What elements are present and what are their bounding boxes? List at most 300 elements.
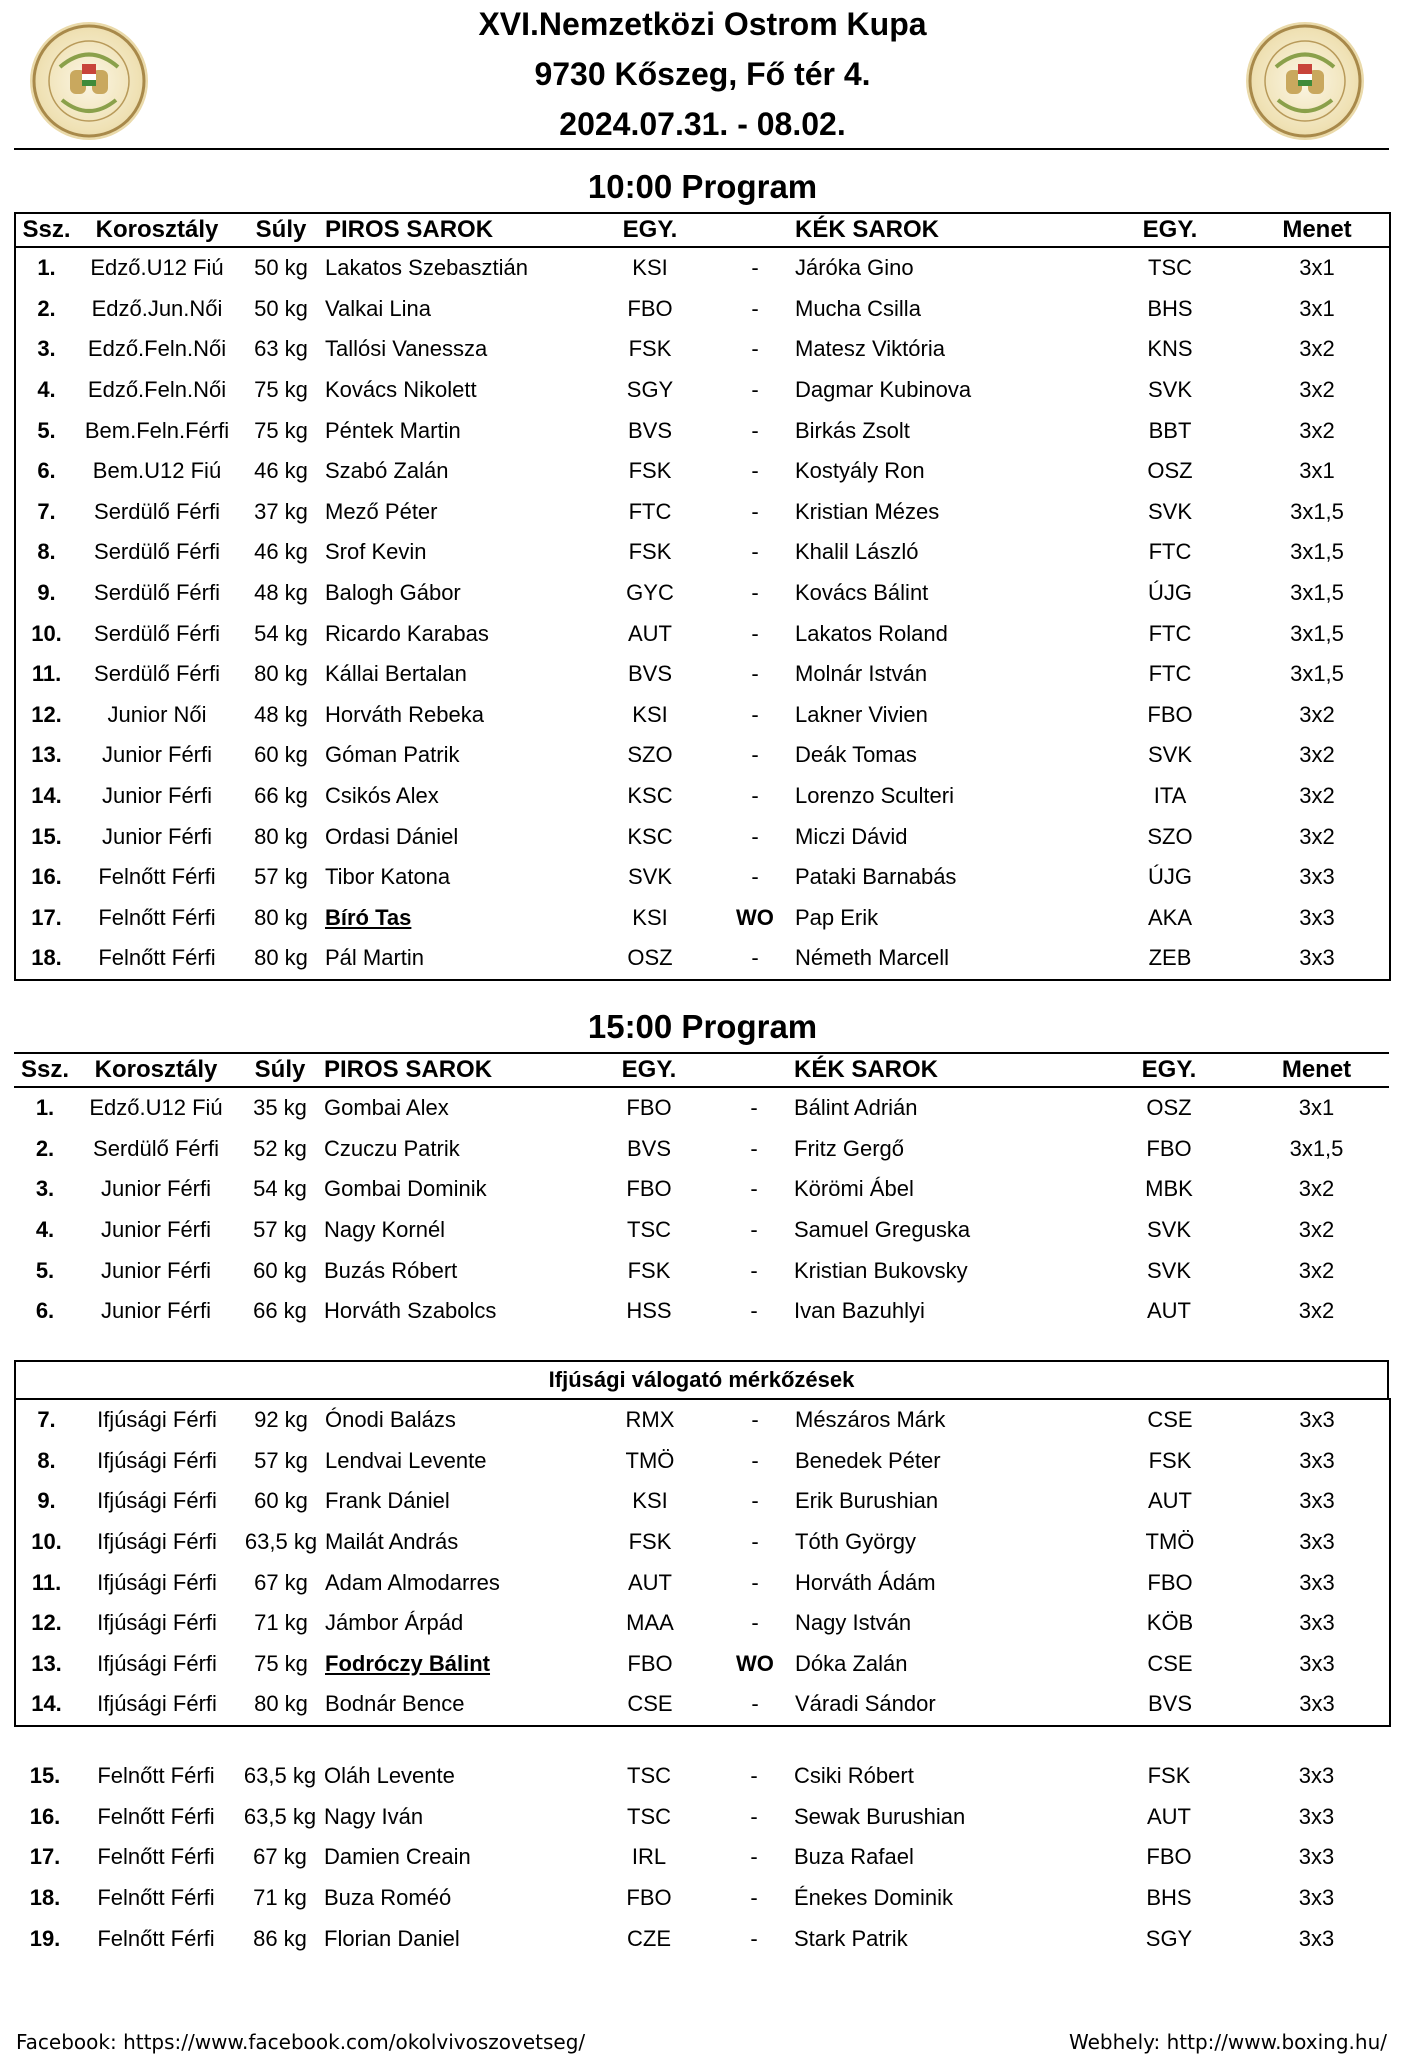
vs-marker: - <box>750 1176 758 1202</box>
blue-corner-boxer: Dóka Zalán <box>795 1650 908 1676</box>
age-class: Felnőtt Férfi <box>98 904 216 930</box>
row-number: 11. <box>31 661 62 687</box>
red-corner-boxer: Lendvai Levente <box>325 1447 487 1473</box>
blue-corner-club: SVK <box>1147 498 1193 524</box>
column-header-age-class: Korosztály <box>76 1053 236 1087</box>
rounds: 3x3 <box>1299 864 1335 890</box>
rounds: 3x3 <box>1299 1650 1335 1676</box>
red-corner-boxer: Tallósi Vanessza <box>325 336 488 362</box>
blue-corner-boxer: Khalil László <box>795 539 919 565</box>
bout-row <box>14 1837 1389 1878</box>
bout-row <box>15 1684 1390 1726</box>
red-corner-club: FBO <box>626 1885 672 1911</box>
row-number: 17. <box>31 904 62 930</box>
vs-marker: WO <box>736 904 774 930</box>
blue-corner-boxer: Molnár István <box>795 661 928 687</box>
column-header-blue-corner-boxer: KÉK SAROK <box>795 213 1095 247</box>
blue-corner-club: SVK <box>1146 1257 1192 1283</box>
event-address: 9730 Kőszeg, Fő tér 4. <box>534 56 871 92</box>
blue-corner-club: BVS <box>1147 1691 1193 1717</box>
vs-marker: - <box>751 295 759 321</box>
row-number: 11. <box>31 1569 62 1595</box>
bout-row <box>14 1169 1389 1210</box>
bout-row <box>15 1481 1390 1522</box>
vs-marker: - <box>750 1257 758 1283</box>
age-class: Felnőtt Férfi <box>98 864 216 890</box>
blue-corner-boxer: Csiki Róbert <box>794 1763 914 1789</box>
rounds: 3x2 <box>1299 701 1335 727</box>
weight-class: 86 kg <box>253 1925 307 1951</box>
vs-marker: - <box>750 1803 758 1829</box>
rounds: 3x3 <box>1299 945 1335 971</box>
bout-row <box>14 1756 1389 1797</box>
row-number: 4. <box>35 1217 55 1243</box>
red-corner-club: AUT <box>628 1569 672 1595</box>
red-corner-club: TMÖ <box>625 1447 675 1473</box>
red-corner-club: FSK <box>628 458 672 484</box>
red-corner-boxer: Florian Daniel <box>324 1925 460 1951</box>
bout-row <box>14 1878 1389 1919</box>
weight-class: 67 kg <box>253 1844 307 1870</box>
bout-row <box>14 1797 1389 1838</box>
red-corner-club: KSC <box>627 783 673 809</box>
blue-corner-club: FBO <box>1147 1569 1193 1595</box>
table-header-row <box>14 1053 1389 1087</box>
vs-marker: - <box>750 1844 758 1870</box>
row-number: 8. <box>37 539 56 565</box>
bout-row <box>15 938 1390 980</box>
weight-class: 54 kg <box>254 620 308 646</box>
row-number: 19. <box>29 1925 61 1951</box>
age-class: Serdülő Férfi <box>94 620 220 646</box>
weight-class: 63 kg <box>254 336 308 362</box>
blue-corner-boxer: Váradi Sándor <box>795 1691 936 1717</box>
adult-table <box>14 1756 1389 1959</box>
red-corner-club: AUT <box>628 620 672 646</box>
red-corner-club: TSC <box>627 1803 671 1829</box>
blue-corner-club: SVK <box>1147 377 1193 403</box>
column-header-age-class: Korosztály <box>77 213 237 247</box>
blue-corner-boxer: Matesz Viktória <box>795 336 945 362</box>
vs-marker: - <box>751 701 759 727</box>
weight-class: 75 kg <box>254 377 308 403</box>
rounds: 3x3 <box>1299 1529 1335 1555</box>
weight-class: 71 kg <box>253 1885 307 1911</box>
blue-corner-club: AKA <box>1147 904 1193 930</box>
blue-corner-boxer: Németh Marcell <box>795 945 950 971</box>
column-header-vs-marker <box>714 1053 794 1087</box>
bout-row <box>15 857 1390 898</box>
blue-corner-club: SGY <box>1145 1925 1193 1951</box>
age-class: Felnőtt Férfi <box>97 1803 215 1829</box>
footer-facebook: Facebook: https://www.facebook.com/okolvivoszovetseg/ <box>16 2030 586 2054</box>
blue-corner-boxer: Kostyály Ron <box>795 458 925 484</box>
red-corner-boxer: Ordasi Dániel <box>325 823 459 849</box>
rounds: 3x2 <box>1299 377 1335 403</box>
blue-corner-boxer: Dagmar Kubinova <box>795 377 972 403</box>
age-class: Junior Férfi <box>100 1176 212 1202</box>
rounds: 3x1,5 <box>1290 620 1344 646</box>
weight-class: 71 kg <box>254 1610 308 1636</box>
blue-corner-boxer: Stark Patrik <box>794 1925 908 1951</box>
row-number: 17. <box>29 1844 61 1870</box>
red-corner-club: KSI <box>632 904 668 930</box>
rounds: 3x1,5 <box>1290 498 1344 524</box>
row-number: 1. <box>37 255 56 281</box>
blue-corner-boxer: Kovács Bálint <box>795 580 929 606</box>
row-number: 7. <box>37 1407 56 1433</box>
rounds: 3x3 <box>1299 1488 1335 1514</box>
rounds: 3x3 <box>1299 1447 1335 1473</box>
blue-corner-boxer: Birkás Zsolt <box>795 417 910 443</box>
rounds: 3x2 <box>1299 742 1335 768</box>
program-2-table <box>14 1052 1389 1332</box>
blue-corner-boxer: Miczi Dávid <box>795 823 908 849</box>
weight-class: 75 kg <box>254 1650 308 1676</box>
blue-corner-club: CSE <box>1147 1407 1193 1433</box>
column-header-red-corner-club: EGY. <box>585 213 715 247</box>
rounds: 3x2 <box>1299 823 1335 849</box>
weight-class: 60 kg <box>253 1257 307 1283</box>
vs-marker: - <box>750 1763 758 1789</box>
blue-corner-boxer: Pap Erik <box>795 904 879 930</box>
rounds: 3x3 <box>1299 1407 1335 1433</box>
red-corner-boxer: Horváth Rebeka <box>325 701 484 727</box>
row-number: 12. <box>31 701 62 727</box>
footer-website: Webhely: http://www.boxing.hu/ <box>1068 2030 1387 2054</box>
red-corner-boxer: Gombai Alex <box>324 1095 449 1121</box>
vs-marker: - <box>751 498 759 524</box>
red-corner-boxer: Gombai Dominik <box>324 1176 487 1202</box>
vs-marker: - <box>751 1529 759 1555</box>
age-class: Junior Férfi <box>101 783 213 809</box>
bout-row <box>15 695 1390 736</box>
red-corner-club: IRL <box>631 1844 667 1870</box>
vs-marker: - <box>751 864 759 890</box>
blue-corner-club: SVK <box>1146 1217 1192 1243</box>
column-header-rounds: Menet <box>1244 1053 1389 1087</box>
row-number: 6. <box>37 458 56 484</box>
red-corner-boxer: Srof Kevin <box>325 539 427 565</box>
vs-marker: - <box>751 458 759 484</box>
age-class: Ifjúsági Férfi <box>97 1569 217 1595</box>
bout-row <box>14 1918 1389 1959</box>
red-corner-club: CSE <box>627 1691 673 1717</box>
bout-row <box>15 1644 1390 1685</box>
blue-corner-club: FBO <box>1146 1844 1192 1870</box>
red-corner-boxer: Oláh Levente <box>324 1763 455 1789</box>
row-number: 10. <box>31 620 62 646</box>
vs-marker: - <box>750 1095 758 1121</box>
row-number: 4. <box>37 377 56 403</box>
rounds: 3x3 <box>1299 1691 1335 1717</box>
weight-class: 66 kg <box>253 1298 307 1324</box>
row-number: 8. <box>37 1447 56 1473</box>
age-class: Edző.Jun.Női <box>91 295 223 321</box>
column-header-blue-corner-club: EGY. <box>1094 1053 1244 1087</box>
age-class: Bem.U12 Fiú <box>92 458 222 484</box>
blue-corner-boxer: Járóka Gino <box>795 255 914 281</box>
row-number: 9. <box>37 580 56 606</box>
program-1-title: 10:00 Program <box>587 168 818 205</box>
weight-class: 92 kg <box>254 1407 308 1433</box>
red-corner-club: KSC <box>627 823 673 849</box>
bout-row <box>15 1562 1390 1603</box>
vs-marker: - <box>751 580 759 606</box>
blue-corner-boxer: Lorenzo Sculteri <box>795 783 954 809</box>
red-corner-boxer: Damien Creain <box>324 1844 471 1870</box>
weight-class: 35 kg <box>253 1095 307 1121</box>
event-dates: 2024.07.31. - 08.02. <box>559 106 846 142</box>
blue-corner-club: OSZ <box>1147 458 1193 484</box>
rounds: 3x3 <box>1299 1610 1335 1636</box>
vs-marker: - <box>751 945 759 971</box>
table-header-row <box>15 213 1390 247</box>
rounds: 3x1,5 <box>1290 539 1344 565</box>
rounds: 3x3 <box>1298 1885 1335 1911</box>
blue-corner-boxer: Horváth Ádám <box>795 1569 936 1595</box>
red-corner-club: CZE <box>627 1925 671 1951</box>
red-corner-club: OSZ <box>627 945 673 971</box>
rounds: 3x1 <box>1298 1095 1335 1121</box>
red-corner-boxer: Ricardo Karabas <box>325 620 489 646</box>
age-class: Felnőtt Férfi <box>97 1925 215 1951</box>
blue-corner-club: KNS <box>1147 336 1193 362</box>
age-class: Serdülő Férfi <box>94 498 220 524</box>
blue-corner-club: BHS <box>1147 295 1193 321</box>
rounds: 3x1 <box>1299 458 1335 484</box>
blue-corner-boxer: Erik Burushian <box>795 1488 939 1514</box>
red-corner-club: BVS <box>626 1135 672 1161</box>
age-class: Edző.Feln.Női <box>87 377 227 403</box>
vs-marker: - <box>750 1298 758 1324</box>
bout-row <box>15 410 1390 451</box>
bout-row <box>15 1441 1390 1482</box>
blue-corner-boxer: Buza Rafael <box>794 1844 914 1870</box>
blue-corner-club: TSC <box>1148 255 1192 281</box>
blue-corner-boxer: Lakatos Roland <box>795 620 948 646</box>
weight-class: 60 kg <box>254 1488 308 1514</box>
bout-row <box>14 1087 1389 1129</box>
red-corner-boxer: Valkai Lina <box>325 295 431 321</box>
rounds: 3x3 <box>1298 1844 1335 1870</box>
blue-corner-club: ZEB <box>1148 945 1192 971</box>
row-number: 18. <box>31 945 62 971</box>
blue-corner-boxer: Benedek Péter <box>795 1447 941 1473</box>
red-corner-club: SVK <box>627 864 673 890</box>
row-number: 2. <box>37 295 56 321</box>
blue-corner-boxer: Kristian Bukovsky <box>794 1257 968 1283</box>
blue-corner-club: BHS <box>1146 1885 1192 1911</box>
blue-corner-boxer: Nagy István <box>795 1610 912 1636</box>
vs-marker: - <box>751 336 759 362</box>
bout-row <box>14 1291 1389 1332</box>
bout-row <box>15 247 1390 289</box>
row-number: 16. <box>29 1803 61 1829</box>
row-number: 1. <box>35 1095 55 1121</box>
rounds: 3x3 <box>1298 1803 1335 1829</box>
red-corner-boxer: Buzás Róbert <box>324 1257 458 1283</box>
bout-row <box>15 776 1390 817</box>
rounds: 3x2 <box>1299 336 1335 362</box>
column-header-red-corner-boxer: PIROS SAROK <box>324 1053 584 1087</box>
age-class: Felnőtt Férfi <box>97 1844 215 1870</box>
age-class: Edző.U12 Fiú <box>89 1095 223 1121</box>
red-corner-boxer: Czuczu Patrik <box>324 1135 460 1161</box>
vs-marker: - <box>751 742 759 768</box>
age-class: Serdülő Férfi <box>93 1135 219 1161</box>
program-1-table <box>14 212 1391 981</box>
red-corner-club: TSC <box>627 1217 671 1243</box>
blue-corner-boxer: Lakner Vivien <box>795 701 928 727</box>
red-corner-club: FBO <box>627 1650 673 1676</box>
weight-class: 63,5 kg <box>243 1763 317 1789</box>
vs-marker: - <box>751 1691 759 1717</box>
red-corner-club: FSK <box>628 539 672 565</box>
bout-row <box>15 1522 1390 1563</box>
age-class: Junior Férfi <box>101 742 213 768</box>
row-number: 15. <box>31 823 62 849</box>
vs-marker: - <box>750 1217 758 1243</box>
red-corner-boxer: Frank Dániel <box>325 1488 450 1514</box>
column-header-blue-corner-boxer: KÉK SAROK <box>794 1053 1094 1087</box>
weight-class: 37 kg <box>254 498 308 524</box>
red-corner-boxer: Ónodi Balázs <box>325 1407 456 1433</box>
age-class: Ifjúsági Férfi <box>97 1407 217 1433</box>
blue-corner-club: BBT <box>1148 417 1192 443</box>
row-number: 9. <box>37 1488 56 1514</box>
vs-marker: - <box>750 1135 758 1161</box>
weight-class: 54 kg <box>253 1176 307 1202</box>
column-header-weight-class: Súly <box>236 1053 324 1087</box>
blue-corner-club: FBO <box>1146 1135 1192 1161</box>
red-corner-club: TSC <box>627 1763 671 1789</box>
bout-row <box>15 654 1390 695</box>
age-class: Junior Férfi <box>100 1217 212 1243</box>
row-number: 12. <box>31 1610 62 1636</box>
vs-marker: - <box>750 1885 758 1911</box>
red-corner-club: FTC <box>628 498 672 524</box>
rounds: 3x1 <box>1299 255 1335 281</box>
vs-marker: - <box>751 1407 759 1433</box>
red-corner-boxer: Bíró Tas <box>325 904 412 930</box>
blue-corner-club: SZO <box>1147 823 1193 849</box>
blue-corner-club: FSK <box>1147 1763 1191 1789</box>
weight-class: 63,5 kg <box>243 1803 317 1829</box>
blue-corner-boxer: Énekes Dominik <box>794 1885 953 1911</box>
column-header-row-number: Ssz. <box>15 213 77 247</box>
bout-row <box>15 1603 1390 1644</box>
weight-class: 52 kg <box>253 1135 307 1161</box>
youth-table <box>14 1398 1391 1727</box>
weight-class: 80 kg <box>254 1691 308 1717</box>
age-class: Serdülő Férfi <box>94 539 220 565</box>
red-corner-boxer: Adam Almodarres <box>325 1569 500 1595</box>
blue-corner-club: ÚJG <box>1148 580 1192 606</box>
blue-corner-club: FBO <box>1147 701 1193 727</box>
bout-row <box>14 1210 1389 1251</box>
bout-row <box>15 1399 1390 1441</box>
bout-row <box>15 492 1390 533</box>
bout-row <box>15 898 1390 939</box>
row-number: 10. <box>31 1529 62 1555</box>
vs-marker: - <box>751 377 759 403</box>
vs-marker: - <box>751 417 759 443</box>
rounds: 3x2 <box>1298 1217 1335 1243</box>
weight-class: 48 kg <box>254 701 308 727</box>
bout-row <box>15 816 1390 857</box>
red-corner-club: RMX <box>625 1407 675 1433</box>
bout-row <box>15 735 1390 776</box>
bout-row <box>15 370 1390 411</box>
row-number: 3. <box>37 336 56 362</box>
blue-corner-boxer: Mészáros Márk <box>795 1407 946 1433</box>
rounds: 3x1,5 <box>1290 661 1344 687</box>
blue-corner-club: KÖB <box>1146 1610 1194 1636</box>
weight-class: 67 kg <box>254 1569 308 1595</box>
rounds: 3x2 <box>1299 783 1335 809</box>
rounds: 3x3 <box>1299 904 1335 930</box>
red-corner-club: MAA <box>626 1610 674 1636</box>
weight-class: 66 kg <box>254 783 308 809</box>
blue-corner-club: ITA <box>1153 783 1187 809</box>
blue-corner-club: FTC <box>1148 661 1192 687</box>
age-class: Felnőtt Férfi <box>97 1885 215 1911</box>
red-corner-club: FBO <box>626 1095 672 1121</box>
vs-marker: - <box>751 1488 759 1514</box>
vs-marker: - <box>751 823 759 849</box>
rounds: 3x2 <box>1299 417 1335 443</box>
column-header-vs-marker <box>715 213 795 247</box>
weight-class: 50 kg <box>254 295 308 321</box>
column-header-rounds: Menet <box>1245 213 1390 247</box>
column-header-blue-corner-club: EGY. <box>1095 213 1245 247</box>
red-corner-boxer: Péntek Martin <box>325 417 461 443</box>
bout-row <box>14 1129 1389 1170</box>
blue-corner-club: ÚJG <box>1148 864 1192 890</box>
rounds: 3x2 <box>1298 1298 1335 1324</box>
red-corner-club: KSI <box>632 1488 668 1514</box>
age-class: Edző.U12 Fiú <box>90 255 224 281</box>
vs-marker: - <box>750 1925 758 1951</box>
red-corner-boxer: Fodróczy Bálint <box>325 1650 491 1676</box>
age-class: Serdülő Férfi <box>94 580 220 606</box>
weight-class: 57 kg <box>254 864 308 890</box>
column-header-red-corner-boxer: PIROS SAROK <box>325 213 585 247</box>
weight-class: 57 kg <box>254 1447 308 1473</box>
row-number: 14. <box>31 783 62 809</box>
bout-row <box>15 451 1390 492</box>
rounds: 3x3 <box>1298 1925 1335 1951</box>
red-corner-boxer: Kovács Nikolett <box>325 377 477 403</box>
blue-corner-club: FTC <box>1148 620 1192 646</box>
age-class: Junior Férfi <box>100 1257 212 1283</box>
red-corner-boxer: Tibor Katona <box>325 864 451 890</box>
weight-class: 63,5 kg <box>244 1529 318 1555</box>
blue-corner-club: CSE <box>1147 1650 1193 1676</box>
red-corner-boxer: Bodnár Bence <box>325 1691 465 1717</box>
youth-section-title: Ifjúsági válogató mérkőzések <box>14 1360 1389 1398</box>
blue-corner-club: TMÖ <box>1145 1529 1195 1555</box>
weight-class: 48 kg <box>254 580 308 606</box>
age-class: Junior Férfi <box>100 1298 212 1324</box>
weight-class: 57 kg <box>253 1217 307 1243</box>
blue-corner-boxer: Körömi Ábel <box>794 1176 914 1202</box>
weight-class: 80 kg <box>254 823 308 849</box>
red-corner-boxer: Nagy Iván <box>324 1803 424 1829</box>
rounds: 3x3 <box>1299 1569 1335 1595</box>
row-number: 13. <box>31 1650 62 1676</box>
